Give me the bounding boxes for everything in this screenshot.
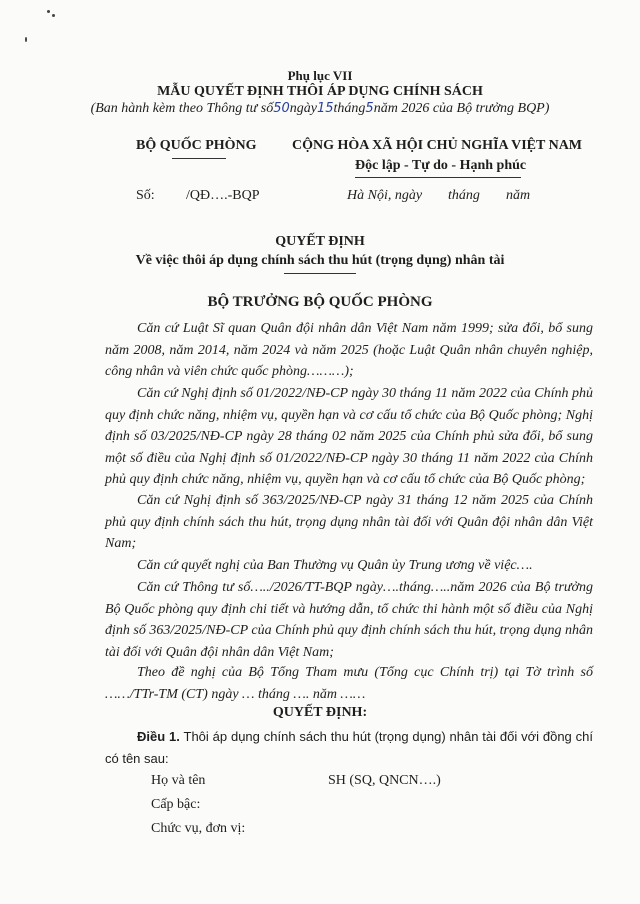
doc-number: /QĐ….-BQP [186,188,260,203]
issuing-authority: BỘ TRƯỞNG BỘ QUỐC PHÒNG [207,294,433,310]
name-field-label: Họ và tên [151,773,206,788]
issuance-month-label: tháng [333,101,366,116]
handwritten-day: 15 [316,101,334,116]
issuance-year-text: năm 2026 của Bộ trưởng BQP) [373,101,550,116]
subject-underline [284,273,356,274]
date-year-label: năm [506,188,531,203]
issuance-day-label: ngày [289,101,317,116]
preamble-paragraph: Căn cứ quyết nghị của Ban Thường vụ Quân ủy Trung ương về việc…. [137,558,533,573]
preamble-paragraph: Theo đề nghị của Bộ Tổng Tham mưu (Tổng cục Chính trị) tại Tờ trình số ……/TTr-TM (CT) ngày … tháng …. năm …… [105,665,593,702]
article-1 [105,726,593,769]
rank-field-label: Cấp bậc: [151,797,201,812]
issuance-note [0,101,640,117]
national-motto: Độc lập - Tự do - Hạnh phúc [355,158,527,173]
form-title: MẪU QUYẾT ĐỊNH THÔI ÁP DỤNG CHÍNH SÁCH [157,84,483,99]
service-id-field-label: SH (SQ, QNCN….) [328,773,441,788]
preamble-paragraph: Căn cứ Nghị định số 363/2025/NĐ-CP ngày 31 tháng 12 năm 2025 của Chính phủ quy định chính sách thu hút, trọng dụng nhân tài đối với Quân đội nhân dân Việt Nam; [105,493,593,551]
agency-underline [172,158,226,159]
doc-number-label: Số: [136,188,155,203]
date-month-label: tháng [448,188,480,203]
scan-speck [52,14,55,17]
motto-underline [355,177,521,178]
scan-speck [25,37,27,42]
decides-heading: QUYẾT ĐỊNH: [272,705,368,720]
issuance-text: (Ban hành kèm theo Thông tư số [90,101,274,116]
handwritten-number: 50 [273,101,290,116]
handwritten-month: 5 [365,101,374,116]
decision-title: QUYẾT ĐỊNH [275,234,365,249]
article-1-text: Thôi áp dụng chính sách thu hút (trọng dụng) nhân tài đối với đồng chí có tên sau: [105,729,593,766]
article-1-label: Điều 1. [137,729,180,744]
place-date: Hà Nội, ngày [347,188,423,203]
scan-speck [47,10,50,13]
decision-subject: Về việc thôi áp dụng chính sách thu hút (trọng dụng) nhân tài [135,253,505,268]
preamble-paragraph: Căn cứ Luật Sĩ quan Quân đội nhân dân Việt Nam năm 1999; sửa đổi, bổ sung năm 2008, năm 2014, năm 2024 và năm 2025 (hoặc Luật Quân nhân chuyên nghiệp, công nhân và viên chức quốc phòng………); [105,321,593,379]
nation-name: CỘNG HÒA XÃ HỘI CHỦ NGHĨA VIỆT NAM [292,138,583,153]
position-unit-field-label: Chức vụ, đơn vị: [151,821,246,836]
appendix-label: Phụ lục VII [287,68,353,83]
preamble-paragraph: Căn cứ Thông tư số…../2026/TT-BQP ngày….tháng…..năm 2026 của Bộ trưởng Bộ Quốc phòng quy định chi tiết và hướng dẫn, tổ chức thi hành một số điều của Nghị định số 363/2025/NĐ-CP của Chính phủ quy định chính sách thu hút, trọng dụng nhân tài đối với Quân đội nhân dân Việt Nam; [105,580,593,660]
preamble-paragraph: Căn cứ Nghị định số 01/2022/NĐ-CP ngày 30 tháng 11 năm 2022 của Chính phủ quy định chức năng, nhiệm vụ, quyền hạn và cơ cấu tổ chức của Bộ Quốc phòng; Nghị định số 03/2025/NĐ-CP ngày 28 tháng 02 năm 2025 của Chính phủ sửa đổi, bổ sung một số điều của Nghị định số 01/2022/NĐ-CP ngày 30 tháng 11 năm 2022 của Chính phủ quy định chức năng, nhiệm vụ, quyền hạn và cơ cấu tổ chức của Bộ Quốc phòng; [105,386,593,487]
agency-name: BỘ QUỐC PHÒNG [136,138,257,153]
